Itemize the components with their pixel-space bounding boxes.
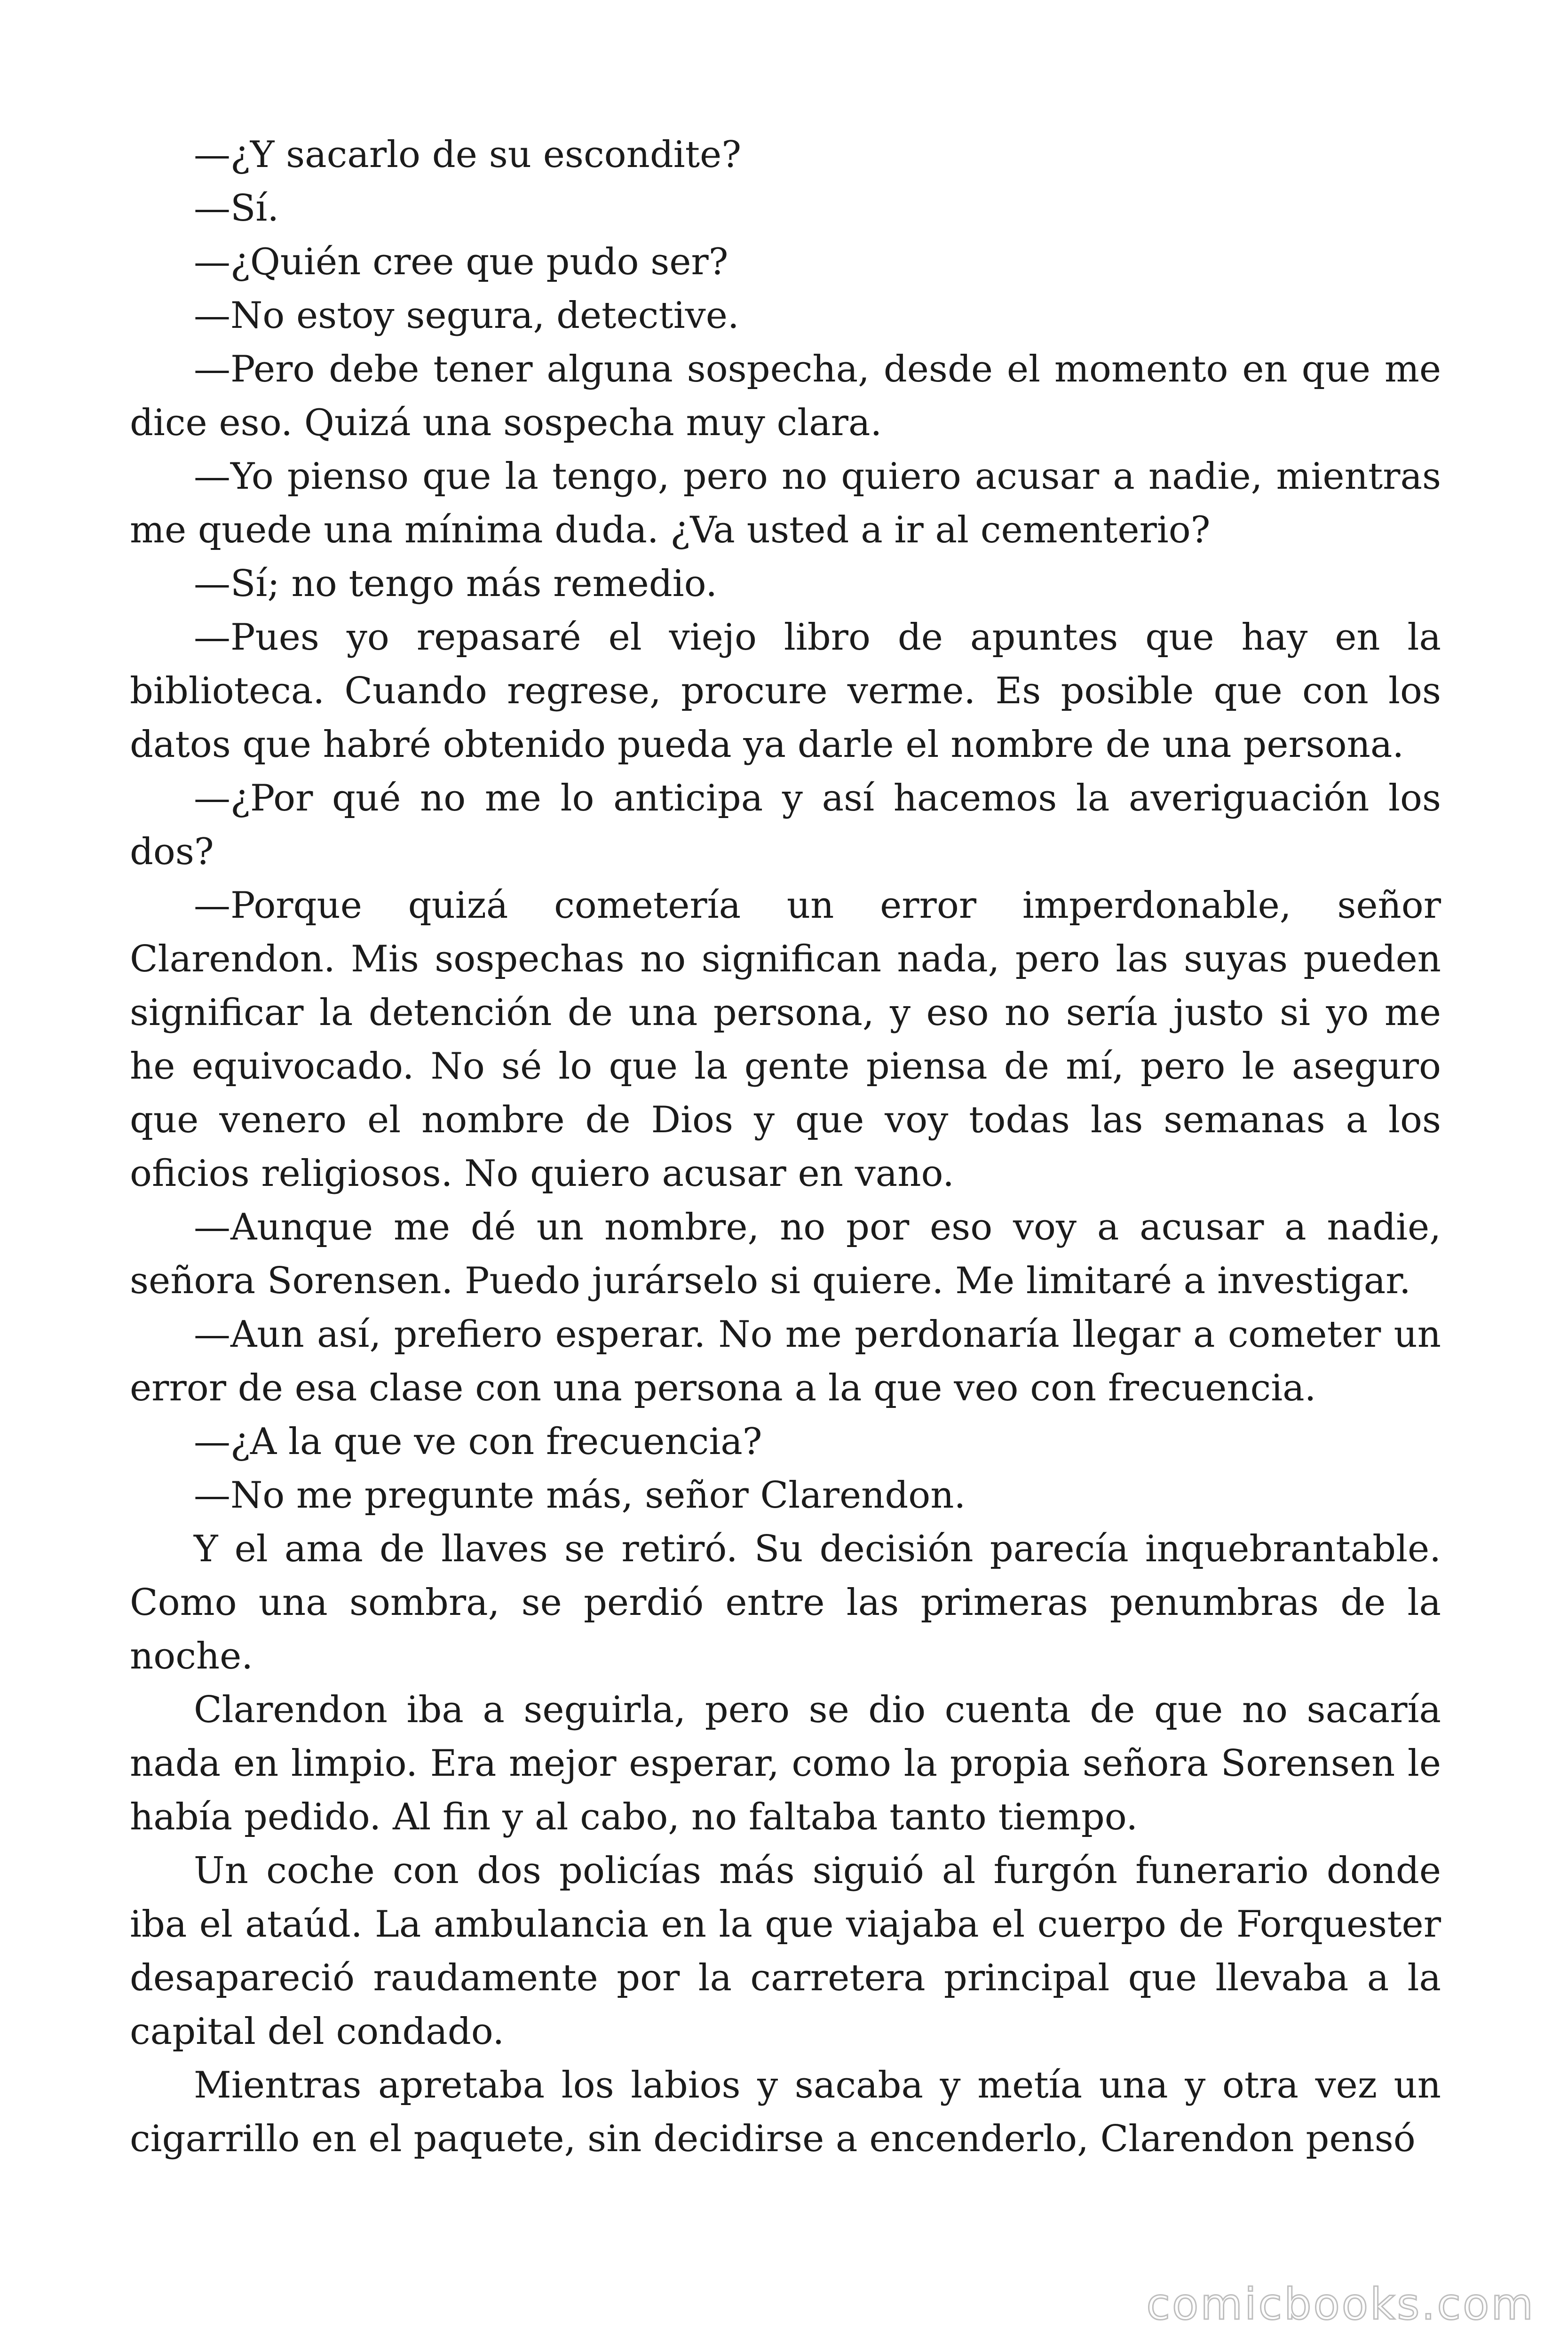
- paragraph: Clarendon iba a seguirla, pero se dio cuenta de que no sacaría nada en limpio. Era mejor esperar, como la propia señora Sorensen le había pedido. Al fin y al cabo, no faltaba tanto tiempo.: [130, 1689, 1441, 1838]
- paragraph: Un coche con dos policías más siguió al furgón funerario donde iba el ataúd. La ambulancia en la que viajaba el cuerpo de Forquester desapareció raudamente por la carretera principal que llevaba a la capital del condado.: [130, 1850, 1441, 2053]
- paragraph: Mientras apretaba los labios y sacaba y metía una y otra vez un cigarrillo en el paquete, sin decidirse a encenderlo, Clarendon pensó: [130, 2064, 1441, 2160]
- paragraph: —Porque quizá cometería un error imperdonable, señor Clarendon. Mis sospechas no significan nada, pero las suyas pueden significar la detención de una persona, y eso no sería justo si yo me he equivocado. No sé lo que la gente piensa de mí, pero le aseguro que venero el nombre de Dios y que voy todas las semanas a los oficios religiosos. No quiero acusar en vano.: [130, 884, 1441, 1195]
- paragraph: —¿A la que ve con frecuencia?: [194, 1421, 762, 1463]
- paragraph: —No estoy segura, detective.: [194, 294, 739, 337]
- paragraph: —Sí; no tengo más remedio.: [194, 563, 717, 605]
- paragraph: —Aun así, prefiero esperar. No me perdonaría llegar a cometer un error de esa clase con una persona a la que veo con frecuencia.: [130, 1313, 1441, 1409]
- paragraph: —Aunque me dé un nombre, no por eso voy a acusar a nadie, señora Sorensen. Puedo jurárselo si quiere. Me limitaré a investigar.: [130, 1206, 1441, 1302]
- paragraph: —No me pregunte más, señor Clarendon.: [194, 1474, 966, 1517]
- paragraph: —Sí.: [194, 187, 279, 230]
- paragraph: —¿Y sacarlo de su escondite?: [194, 134, 742, 176]
- paragraph: Y el ama de llaves se retiró. Su decisión parecía inquebrantable. Como una sombra, se perdió entre las primeras penumbras de la noche.: [130, 1528, 1441, 1677]
- paragraph: —¿Por qué no me lo anticipa y así hacemos la averiguación los dos?: [130, 777, 1441, 873]
- paragraph: —¿Quién cree que pudo ser?: [194, 241, 729, 283]
- paragraph: —Pero debe tener alguna sospecha, desde el momento en que me dice eso. Quizá una sospecha muy clara.: [130, 348, 1441, 444]
- paragraph: —Pues yo repasaré el viejo libro de apuntes que hay en la biblioteca. Cuando regrese, procure verme. Es posible que con los datos que habré obtenido pueda ya darle el nombre de una persona.: [130, 616, 1441, 766]
- paragraph: —Yo pienso que la tengo, pero no quiero acusar a nadie, mientras me quede una mínima duda. ¿Va usted a ir al cementerio?: [130, 455, 1441, 551]
- watermark: comicbooks.com: [1146, 2279, 1535, 2329]
- body-text: [130, 128, 1441, 2166]
